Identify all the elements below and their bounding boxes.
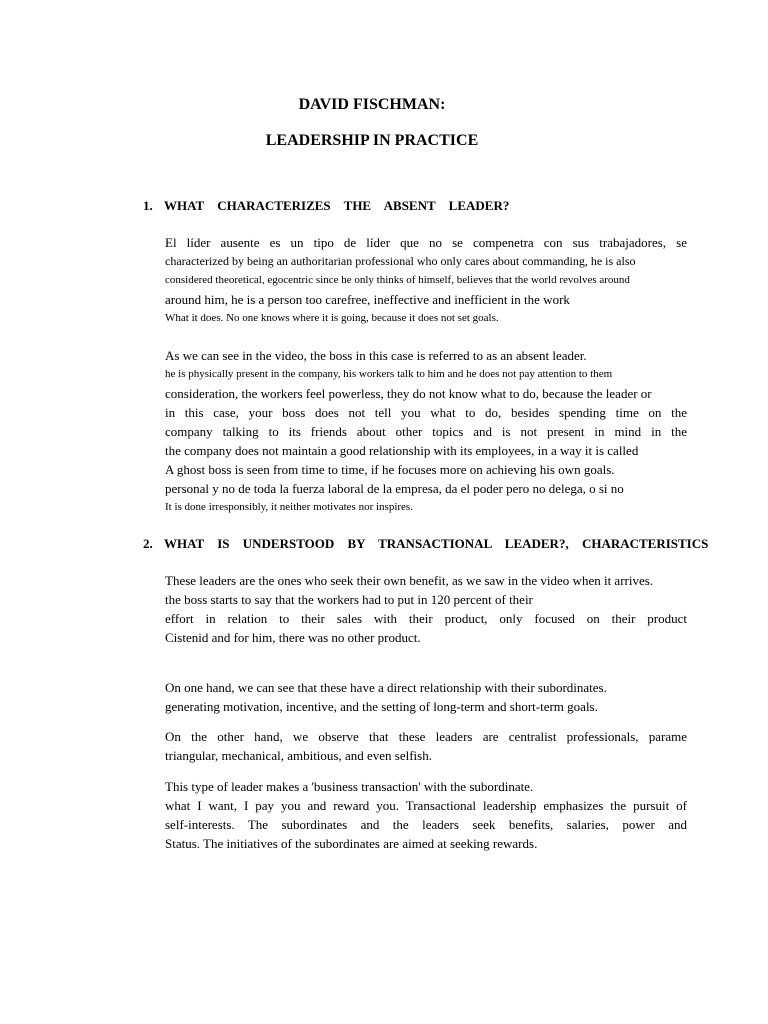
text-line: he is physically present in the company, his workers talk to him and he does not pay attention to them <box>165 368 613 380</box>
text-line: These leaders are the ones who seek their own benefit, as we saw in the video when it arrives. <box>165 573 654 588</box>
text-line: the company does not maintain a good relationship with its employees, in a way it is called <box>165 443 639 458</box>
section-number: 2. <box>143 536 153 551</box>
text-line: around him, he is a person too carefree, ineffective and inefficient in the work <box>165 292 570 307</box>
text-line: self-interests. The subordinates and the leaders seek benefits, salaries, power and <box>165 817 687 832</box>
text-line: On the other hand, we observe that these leaders are centralist professionals, parame <box>165 729 687 744</box>
text-line: company talking to its friends about other topics and is not present in mind in the <box>165 424 687 439</box>
section-heading-text: WHAT CHARACTERIZES THE ABSENT LEADER? <box>164 198 510 213</box>
text-line: what I want, I pay you and reward you. Transactional leadership emphasizes the pursuit of <box>165 798 687 813</box>
text-line: As we can see in the video, the boss in this case is referred to as an absent leader. <box>165 348 587 363</box>
paragraph <box>165 777 687 853</box>
paragraph <box>165 346 687 517</box>
section-heading-1 <box>143 197 509 214</box>
text-line: What it does. No one knows where it is going, because it does not set goals. <box>165 312 499 324</box>
text-line: On one hand, we can see that these have a direct relationship with their subordinates. <box>165 680 607 695</box>
text-line: Cistenid and for him, there was no other product. <box>165 630 421 645</box>
text-line: Status. The initiatives of the subordinates are aimed at seeking rewards. <box>165 836 538 851</box>
document-title-author: DAVID FISCHMAN: <box>298 96 446 113</box>
paragraph <box>165 727 687 765</box>
text-line: consideration, the workers feel powerless, they do not know what to do, because the leader or <box>165 386 652 401</box>
text-line: the boss starts to say that the workers had to put in 120 percent of their <box>165 592 533 607</box>
text-line: generating motivation, incentive, and the setting of long-term and short-term goals. <box>165 699 598 714</box>
paragraph <box>165 571 687 647</box>
text-line: triangular, mechanical, ambitious, and even selfish. <box>165 748 432 763</box>
text-line: effort in relation to their sales with their product, only focused on their product <box>165 611 687 626</box>
section-heading-text: WHAT IS UNDERSTOOD BY TRANSACTIONAL LEADER?, CHARACTERISTICS <box>164 536 709 551</box>
text-line: El líder ausente es un tipo de líder que no se compenetra con sus trabajadores, se <box>165 235 687 250</box>
text-line: personal y no de toda la fuerza laboral de la empresa, da el poder pero no delega, o si no <box>165 481 624 496</box>
text-line: considered theoretical, egocentric since he only thinks of himself, believes that the world revolves around <box>165 274 630 286</box>
section-heading-2 <box>143 535 708 552</box>
text-line: characterized by being an authoritarian professional who only cares about commanding, he is also <box>165 254 636 268</box>
paragraph <box>165 678 687 716</box>
document-title: LEADERSHIP IN PRACTICE <box>265 132 479 149</box>
paragraph <box>165 233 687 328</box>
section-number: 1. <box>143 198 153 213</box>
text-line: It is done irresponsibly, it neither motivates nor inspires. <box>165 501 413 513</box>
text-line: in this case, your boss does not tell you what to do, besides spending time on the <box>165 405 687 420</box>
text-line: This type of leader makes a 'business transaction' with the subordinate. <box>165 779 534 794</box>
text-line: A ghost boss is seen from time to time, if he focuses more on achieving his own goals. <box>165 462 615 477</box>
